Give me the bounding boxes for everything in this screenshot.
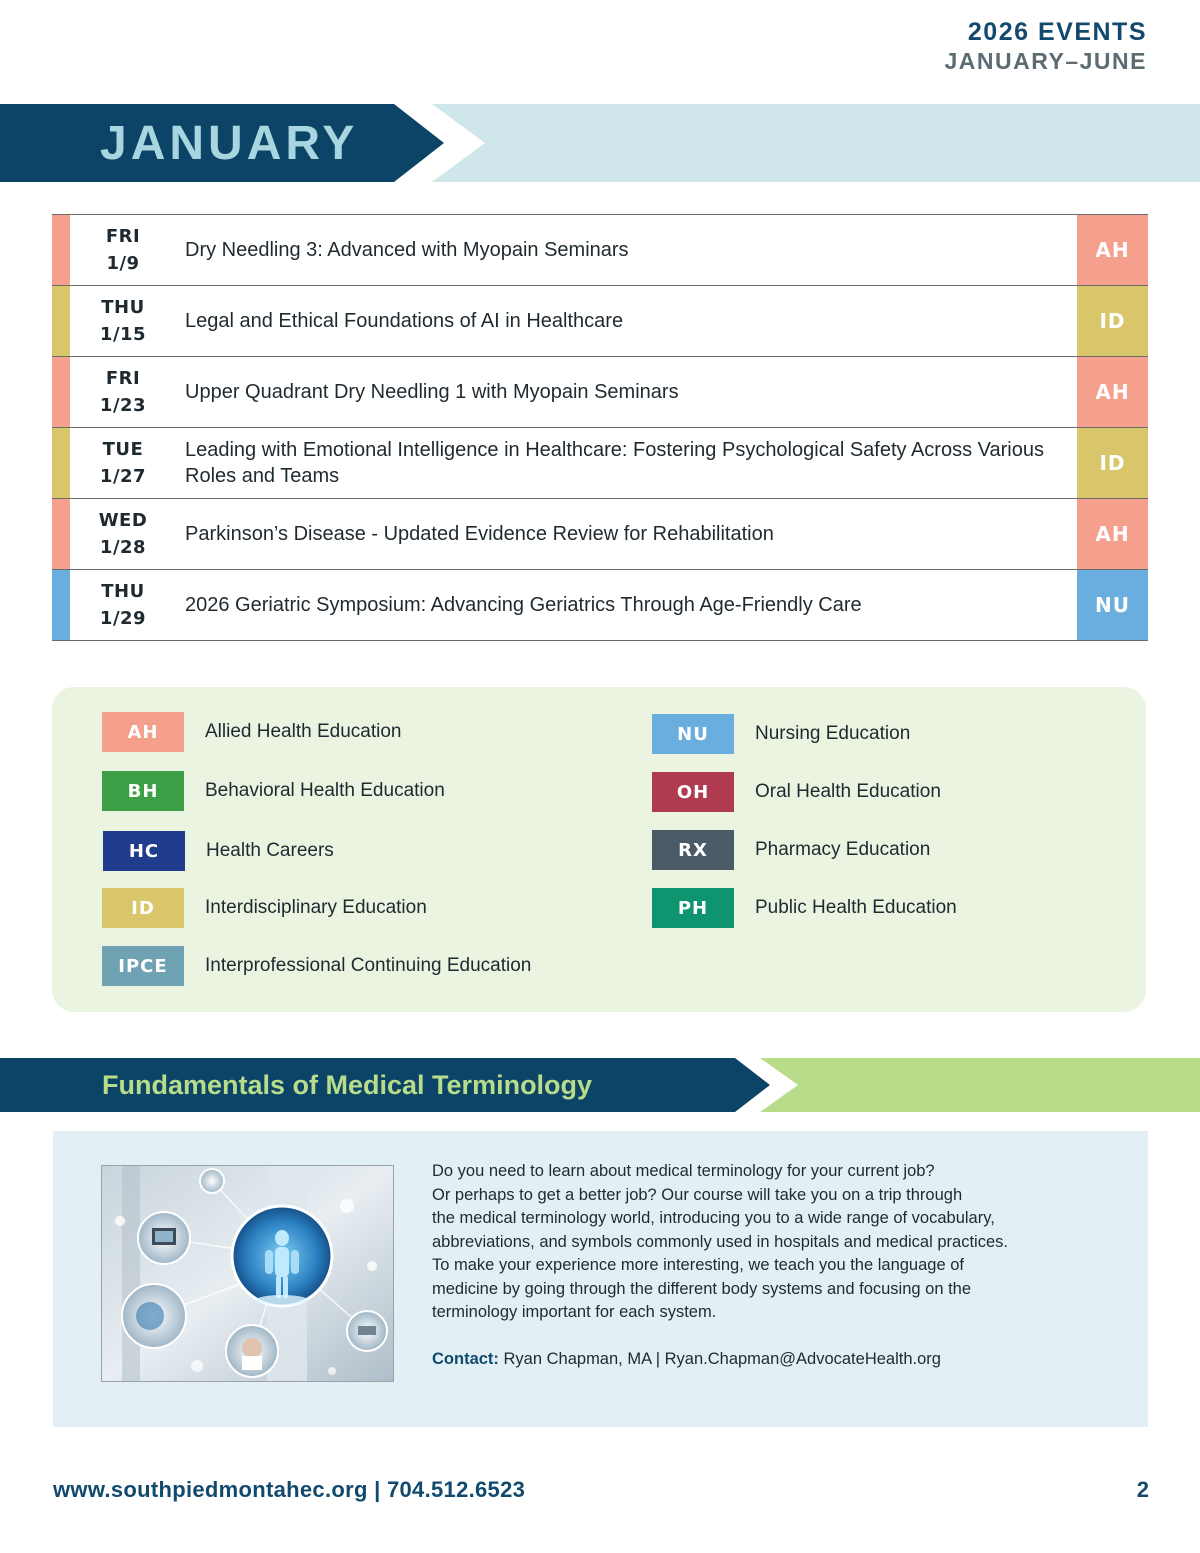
header-subtitle: JANUARY–JUNE — [944, 48, 1147, 74]
event-title[interactable]: Leading with Emotional Intelligence in Healthcare: Fostering Psychological Safety Across Various Roles and Teams — [185, 439, 1044, 487]
legend-label: Health Careers — [206, 840, 334, 861]
header-title: 2026 EVENTS — [967, 18, 1147, 46]
event-category-tag: ID — [1077, 286, 1148, 356]
event-title[interactable]: Dry Needling 3: Advanced with Myopain Seminars — [185, 239, 629, 261]
event-date — [70, 570, 176, 640]
event-color-stripe — [52, 499, 70, 569]
event-title[interactable]: Upper Quadrant Dry Needling 1 with Myopain Seminars — [185, 381, 679, 403]
event-row[interactable] — [52, 286, 1148, 357]
legend-label: Behavioral Health Education — [205, 780, 445, 801]
event-row[interactable] — [52, 357, 1148, 428]
event-date-number: 1/9 — [106, 253, 140, 274]
legend-item-rx — [652, 830, 930, 870]
legend-item-ph — [652, 888, 957, 928]
event-day: FRI — [105, 368, 141, 389]
course-description-line: terminology important for each system. — [432, 1303, 717, 1321]
course-description-line: the medical terminology world, introducing you to a wide range of vocabulary, — [432, 1209, 995, 1227]
event-category-tag: ID — [1077, 428, 1148, 498]
legend-label: Pharmacy Education — [755, 839, 931, 860]
course-description-line: To make your experience more interesting, we teach you the language of — [432, 1256, 964, 1274]
event-row[interactable] — [52, 499, 1148, 570]
course-description-box — [53, 1131, 1148, 1427]
event-category-tag: AH — [1077, 357, 1148, 427]
page-number: 2 — [1136, 1477, 1149, 1502]
event-title[interactable]: Legal and Ethical Foundations of AI in Healthcare — [185, 310, 624, 332]
event-category-tag: NU — [1077, 570, 1148, 640]
footer-website-phone[interactable]: www.southpiedmontahec.org | 704.512.6523 — [53, 1477, 526, 1502]
event-day: THU — [101, 297, 145, 318]
event-date — [70, 215, 176, 285]
legend-badge: ID — [102, 888, 184, 928]
event-color-stripe — [52, 428, 70, 498]
legend-label: Oral Health Education — [755, 781, 941, 802]
event-day: TUE — [102, 439, 144, 460]
legend-label: Interdisciplinary Education — [205, 897, 427, 918]
event-color-stripe — [52, 286, 70, 356]
legend-badge: OH — [652, 772, 734, 812]
legend-item-ipce — [102, 946, 531, 986]
month-banner — [0, 104, 1200, 182]
course-description-line: Or perhaps to get a better job? Our course will take you on a trip through — [432, 1185, 963, 1204]
contact-details[interactable]: Ryan Chapman, MA | Ryan.Chapman@AdvocateHealth.org — [503, 1349, 941, 1368]
event-day: WED — [98, 510, 148, 531]
event-date — [70, 357, 176, 427]
legend-badge: HC — [103, 831, 185, 871]
legend-badge: RX — [652, 830, 734, 870]
event-category-tag: AH — [1077, 499, 1148, 569]
legend-item-bh — [102, 771, 445, 811]
legend-label: Allied Health Education — [205, 721, 402, 742]
legend-item-id — [102, 888, 427, 928]
legend-badge: PH — [652, 888, 734, 928]
event-color-stripe — [52, 357, 70, 427]
event-date-number: 1/15 — [99, 324, 147, 345]
legend-badge: NU — [652, 714, 734, 754]
course-description — [432, 1160, 1072, 1371]
event-category-tag: AH — [1077, 215, 1148, 285]
event-date-number: 1/29 — [99, 608, 147, 629]
legend-badge: IPCE — [102, 946, 184, 986]
course-description-line: Do you need to learn about medical terminology for your current job? — [432, 1162, 935, 1180]
course-contact — [432, 1348, 1072, 1372]
legend-item-hc — [103, 831, 334, 871]
event-day: FRI — [105, 226, 141, 247]
event-title[interactable]: Parkinson’s Disease - Updated Evidence Review for Rehabilitation — [185, 523, 774, 545]
medical-technology-photo — [101, 1165, 394, 1382]
event-row[interactable] — [52, 570, 1148, 641]
category-legend — [52, 687, 1146, 1012]
event-date-number: 1/23 — [99, 395, 147, 416]
page-header — [945, 18, 1147, 76]
event-date — [70, 499, 176, 569]
month-title: JANUARY — [100, 117, 359, 170]
course-banner — [0, 1058, 1200, 1112]
event-date — [70, 428, 176, 498]
legend-label: Interprofessional Continuing Education — [205, 955, 532, 976]
event-color-stripe — [52, 215, 70, 285]
legend-label: Public Health Education — [755, 897, 957, 918]
course-description-line: abbreviations, and symbols commonly used in hospitals and medical practices. — [432, 1232, 1008, 1251]
legend-item-nu — [652, 714, 910, 754]
contact-label: Contact: — [432, 1349, 499, 1368]
event-date-number: 1/27 — [99, 466, 147, 487]
legend-label: Nursing Education — [755, 723, 911, 744]
legend-badge: BH — [102, 771, 184, 811]
event-day: THU — [101, 581, 145, 602]
event-color-stripe — [52, 570, 70, 640]
event-date-number: 1/28 — [99, 537, 147, 558]
legend-item-ah — [102, 712, 401, 752]
legend-badge: AH — [102, 712, 184, 752]
medical-illustration-icon — [102, 1166, 394, 1382]
event-row[interactable] — [52, 428, 1148, 499]
legend-item-oh — [652, 772, 941, 812]
events-table — [52, 214, 1148, 641]
course-title: Fundamentals of Medical Terminology — [102, 1070, 593, 1100]
event-date — [70, 286, 176, 356]
event-row[interactable] — [52, 215, 1148, 286]
course-description-line: medicine by going through the different body systems and focusing on the — [432, 1279, 972, 1298]
event-title[interactable]: 2026 Geriatric Symposium: Advancing Geriatrics Through Age-Friendly Care — [185, 594, 862, 616]
